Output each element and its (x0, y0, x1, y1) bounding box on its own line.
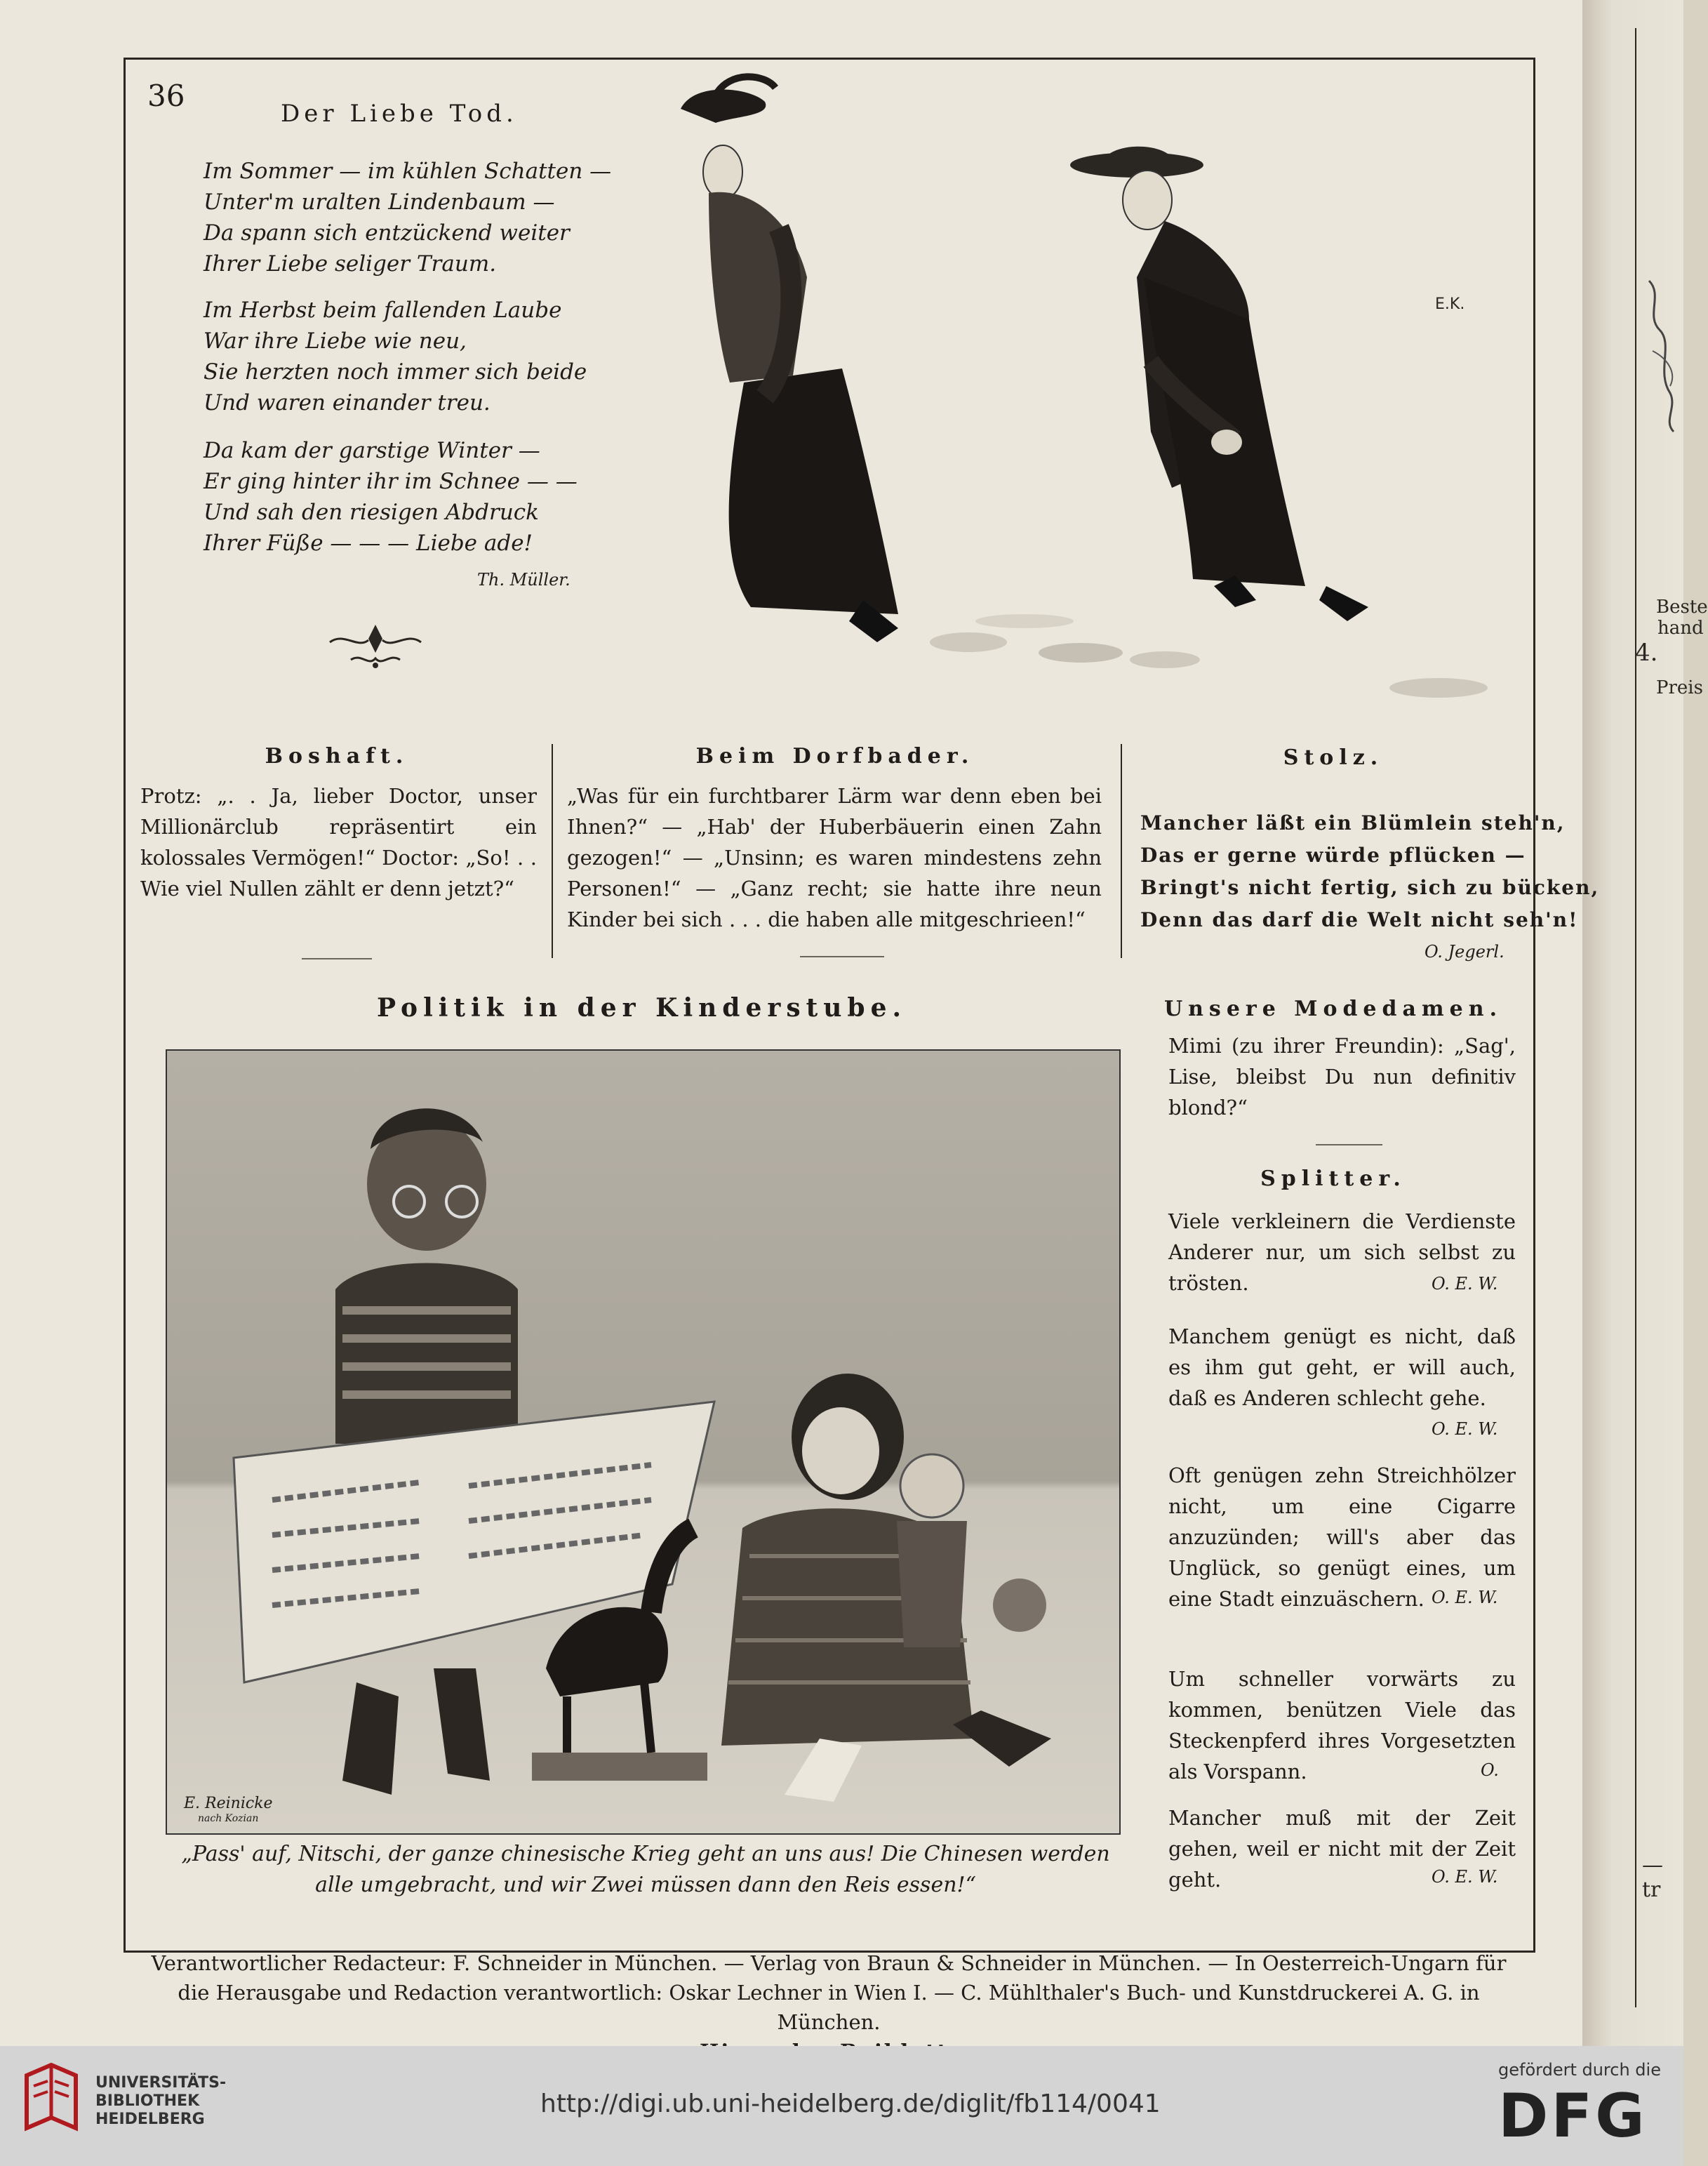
poem-line: Und sah den riesigen Abdruck (204, 500, 539, 525)
poem-line: Im Herbst beim fallenden Laube (204, 298, 562, 323)
column3-author: O. Jegerl. (1425, 942, 1504, 962)
splitter-sig-2: O. E. W. (1432, 1419, 1498, 1439)
splitter-sig-1: O. E. W. (1432, 1274, 1498, 1294)
column-rule (1316, 1144, 1382, 1145)
poem-line: Und waren einander treu. (204, 390, 491, 416)
poem-line: Ihrer Liebe seliger Traum. (204, 251, 497, 277)
imprint-line-1: Verantwortlicher Redacteur: F. Schneider in München. — Verlag von Braun & Schneider in München. — In Oesterreich-Ungarn für (151, 1951, 1507, 1975)
poem-author: Th. Müller. (477, 570, 571, 590)
university-logo-text (95, 2074, 226, 2129)
neighbor-page-sketch (1642, 267, 1683, 435)
column3-title: Stolz. (1283, 745, 1384, 770)
poem-stanza-3 (204, 435, 578, 559)
poem-stanza-1 (204, 156, 611, 279)
poem-line: Mancher läßt ein Blümlein steh'n, (1140, 811, 1566, 835)
splitter-title: Splitter. (1260, 1167, 1406, 1191)
viewer-bottom-bar (0, 2046, 1683, 2166)
splitter-sig-4: O. (1481, 1760, 1499, 1780)
logo-line: HEIDELBERG (95, 2111, 205, 2128)
column-divider (1121, 744, 1122, 958)
modedamen-text: Mimi (zu ihrer Freundin): „Sag', Lise, bleibst Du nun definitiv blond?“ (1168, 1034, 1516, 1119)
poem-line: Er ging hinter ihr im Schnee — — (204, 469, 578, 494)
column2-text: „Was für ein furchtbarer Lärm war denn eben bei Ihnen?“ — „Hab' der Huberbäuerin einen Zahn gezogen!“ — „Unsinn; es waren mindestens zehn Personen!“ — „Ganz recht; sie hatte ihre neun Kinder bei sich . . . die haben alle mitgeschrieen!“ (567, 784, 1102, 931)
politik-caption: „Pass' auf, Nitschi, der ganze chinesische Krieg geht an uns aus! Die Chinesen werden alle umgebracht, und wir Zwei müssen dann den Reis essen!“ (181, 1842, 1110, 1897)
poem-line: Ihrer Füße — — — Liebe ade! (204, 531, 533, 556)
splitter-item-5: Mancher muß mit der Zeit gehen, weil er nicht mit der Zeit geht. (1168, 1806, 1516, 1892)
column-divider (552, 744, 553, 958)
column2-title: Beim Dorfbader. (695, 744, 975, 769)
page-number: 36 (147, 79, 185, 113)
poem-line: Unter'm uralten Lindenbaum — (204, 190, 555, 215)
modedamen-title: Unsere Modedamen. (1163, 997, 1503, 1021)
logo-line: UNIVERSITÄTS- (95, 2074, 227, 2092)
illustration-signature: E. Reinicke (184, 1795, 273, 1812)
poem-line: War ihre Liebe wie neu, (204, 328, 467, 354)
logo-line: BIBLIOTHEK (95, 2092, 200, 2110)
poem-line: Sie herzten noch immer sich beide (204, 359, 587, 385)
column-rule (800, 956, 884, 957)
permalink-url[interactable]: http://digi.ub.uni-heidelberg.de/diglit/fb114/0041 (540, 2089, 1161, 2118)
poem-line: Bringt's nicht fertig, sich zu bücken, (1140, 876, 1600, 899)
poem-line: Im Sommer — im kühlen Schatten — (204, 159, 612, 184)
column1-title: Boshaft. (265, 744, 409, 769)
neighbor-page-rule (1635, 28, 1636, 2007)
column-rule (302, 958, 372, 959)
splitter-item-4: Um schneller vorwärts zu kommen, benützen Viele das Steckenpferd ihres Vorgesetzten als Vorspann. (1168, 1667, 1516, 1783)
neighbor-text-4: Preis (1656, 677, 1703, 698)
poem-line: Denn das darf die Welt nicht seh'n! (1140, 908, 1579, 931)
poem-line: Da spann sich entzückend weiter (204, 220, 570, 246)
poem-line: Da kam der garstige Winter — (204, 438, 540, 463)
splitter-item-1: Viele verkleinern die Verdienste Anderer nur, um sich selbst zu trösten. (1168, 1209, 1516, 1295)
winter-couple-illustration (632, 67, 1530, 719)
dfg-logo: DFG (1498, 2081, 1648, 2151)
splitter-item-2: Manchem genügt es nicht, daß es ihm gut geht, er will auch, daß es Anderen schlecht gehe. (1168, 1324, 1516, 1410)
splitter-sig-5: O. E. W. (1432, 1867, 1498, 1887)
politik-title: Politik in der Kinderstube. (376, 993, 907, 1023)
children-illustration (166, 1049, 1121, 1835)
poem-stanza-2 (204, 295, 587, 418)
poem-title: Der Liebe Tod. (281, 100, 518, 128)
splitter-item-3: Oft genügen zehn Streichhölzer nicht, um eine Cigarre anzuzünden; will's aber das Unglück, so genügt eines, um eine Stadt einzuäschern. (1168, 1463, 1516, 1611)
poem-line: Das er gerne würde pflücken — (1140, 844, 1526, 867)
illustration-signature: E.K. (1435, 295, 1465, 313)
sponsor-text: gefördert durch die (1498, 2060, 1661, 2080)
neighbor-text-2: hand (1657, 618, 1704, 639)
imprint-line-2: die Herausgabe und Redaction verantwortlich: Oskar Lechner in Wien I. — C. Mühlthaler's Buch- und Kunstdruckerei A. G. in München. (178, 1981, 1480, 2034)
neighbor-text-1: Beste (1656, 597, 1708, 618)
neighbor-text-3: 4. (1635, 639, 1658, 667)
ornament-icon (323, 618, 428, 674)
university-logo-icon (20, 2061, 83, 2139)
column3-poem (1140, 807, 1599, 936)
illustration-signature-sub: nach Kozian (198, 1813, 259, 1824)
neighbor-text-5: — tr (1642, 1853, 1663, 1902)
splitter-sig-3: O. E. W. (1432, 1588, 1498, 1607)
column1-text: Protz: „. . Ja, lieber Doctor, unser Millionärclub repräsentirt ein kolossales Vermögen!“ Doctor: „So! . . Wie viel Nullen zählt er denn jetzt?“ (140, 784, 537, 901)
children-drawing (167, 1051, 1119, 1833)
